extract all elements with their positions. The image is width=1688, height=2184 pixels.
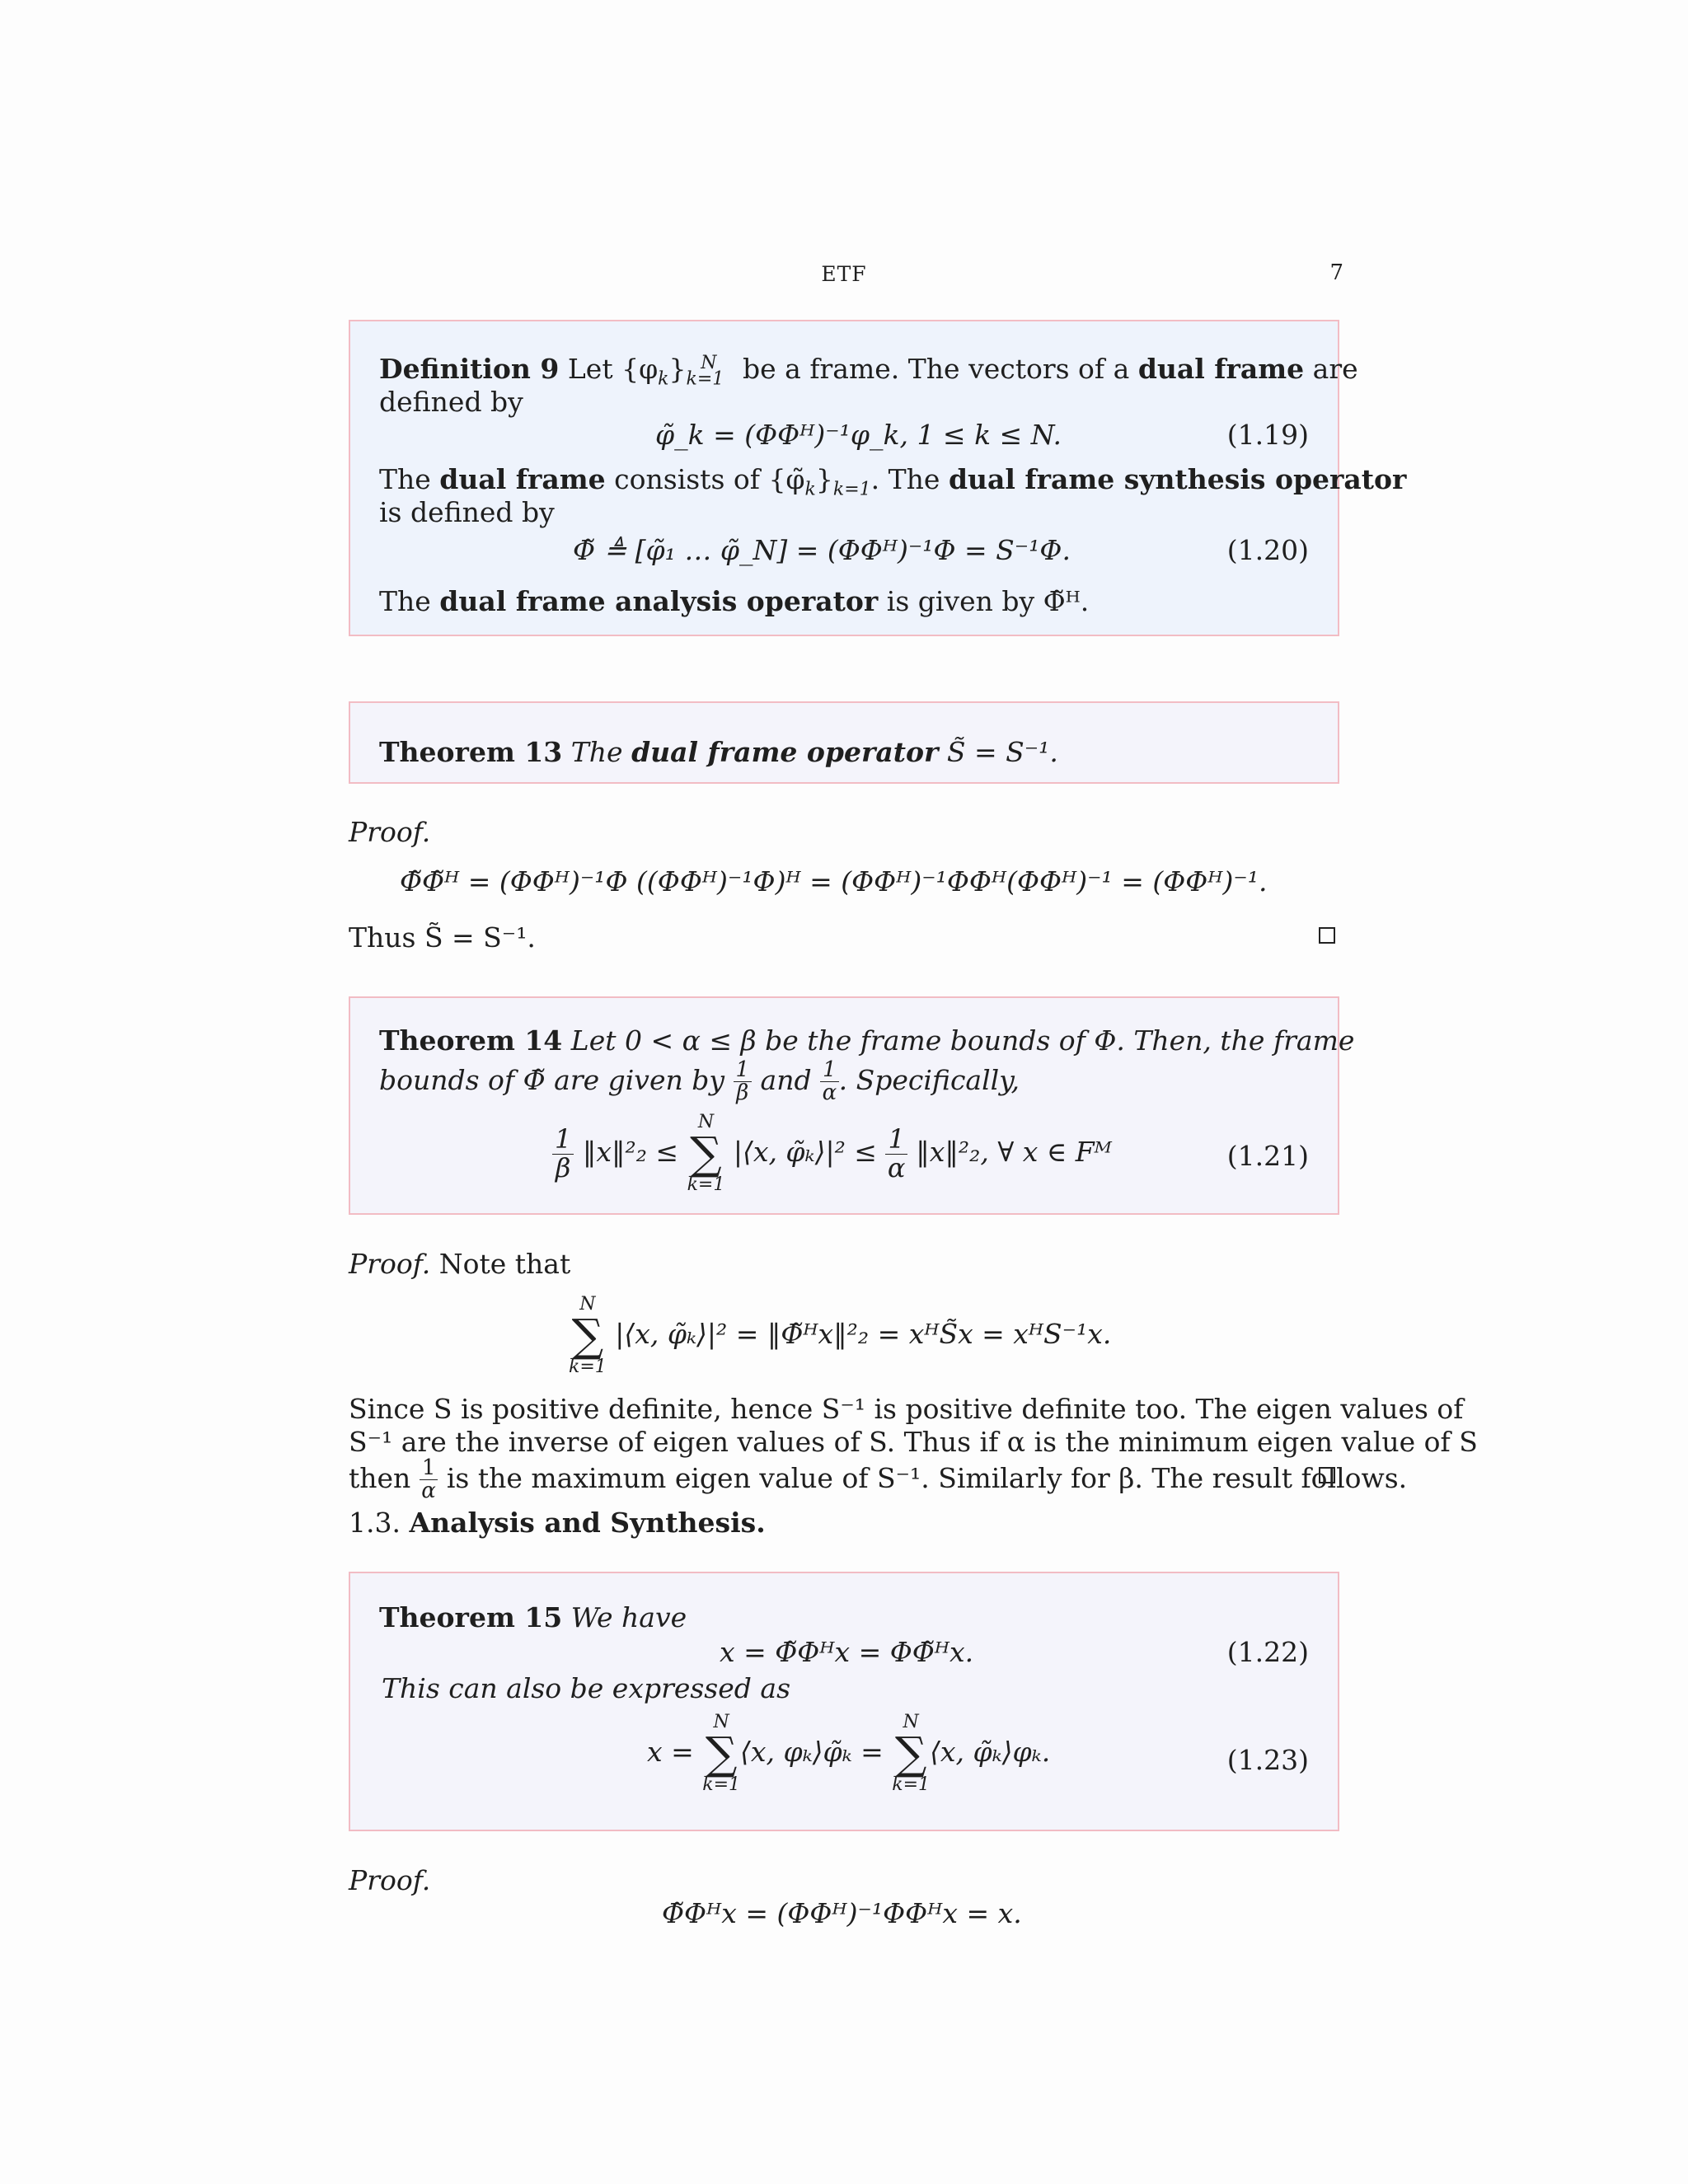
upper-limit: N: [903, 1712, 919, 1732]
numerator: 1: [820, 1059, 839, 1082]
text: ‖x‖²₂, ∀ x ∈ Fᴹ: [916, 1136, 1112, 1168]
proof-label: Proof.: [349, 1248, 431, 1280]
fraction-one-over-beta: [734, 1059, 753, 1105]
text: The: [379, 463, 431, 495]
theorem-15-line2: This can also be expressed as: [382, 1672, 790, 1704]
summation: N ∑ k=1: [687, 1112, 725, 1195]
proof-14-para-line1: Since S is positive definite, hence S⁻¹ is positive definite too. The eigen values of: [349, 1393, 1464, 1425]
upper-limit: N: [579, 1294, 596, 1315]
term: dual frame synthesis operator: [948, 463, 1407, 495]
equation-number: (1.21): [1226, 1140, 1309, 1172]
lower-limit: k=1: [702, 1774, 741, 1795]
text: Note that: [438, 1248, 571, 1280]
text: Let {φ: [567, 353, 659, 385]
fraction-one-over-alpha: [820, 1059, 839, 1105]
numerator: 1: [885, 1126, 907, 1155]
equation-number: (1.23): [1226, 1744, 1309, 1776]
definition-9-box: [349, 320, 1407, 636]
summation: N ∑ k=1: [569, 1294, 607, 1377]
denominator: α: [421, 1479, 436, 1504]
theorem-label: Theorem 15: [379, 1601, 563, 1633]
definition-label: Definition 9: [379, 353, 560, 385]
summation: N ∑ k=1: [892, 1712, 931, 1795]
fraction: [552, 1122, 574, 1183]
theorem-14-line2: [379, 1059, 1020, 1105]
text: are: [1312, 353, 1358, 385]
proof-14-para-line3: [349, 1457, 1407, 1503]
qed-icon: [1319, 927, 1335, 944]
theorem-13-statement: [379, 736, 1058, 769]
text: Let 0 < α ≤ β be the frame bounds of Φ. Then, the frame: [570, 1024, 1355, 1057]
text: |⟨x, φ̃ₖ⟩|² = ‖Φ̃ᴴx‖²₂ = xᴴS̃x = xᴴS⁻¹x.: [615, 1318, 1112, 1350]
numerator: 1: [552, 1126, 574, 1155]
text: The: [379, 585, 431, 617]
text: x =: [647, 1736, 694, 1768]
theorem-15-line1: [379, 1601, 687, 1634]
text: be a frame. The vectors of a: [743, 353, 1130, 385]
text: ⟨x, φₖ⟩φ̃ₖ =: [740, 1736, 884, 1768]
denominator: α: [887, 1151, 906, 1183]
section-heading: [349, 1507, 766, 1540]
theorem-15-box: [349, 1572, 1339, 1831]
text: . The: [870, 463, 940, 495]
definition-9-line2: defined by: [379, 386, 523, 418]
text: ‖x‖²₂ ≤: [582, 1136, 679, 1168]
numerator: 1: [420, 1457, 438, 1480]
term: dual frame: [1137, 353, 1305, 385]
theorem-14-line1: [379, 1024, 1354, 1057]
page-number: 7: [1329, 260, 1343, 285]
theorem-label: Theorem 13: [379, 736, 563, 768]
proof-14-equation: [569, 1296, 1111, 1376]
equation-number: (1.20): [1226, 534, 1309, 566]
text: bounds of Φ̃ are given by: [379, 1063, 724, 1096]
text: S̃ = S⁻¹.: [946, 736, 1058, 768]
term: dual frame: [439, 463, 606, 495]
text: We have: [570, 1601, 687, 1633]
proof-13-conclusion: Thus S̃ = S⁻¹.: [349, 921, 536, 954]
proof-14-intro: [349, 1248, 570, 1281]
proof-13-equation: Φ̃Φ̃ᴴ = (ΦΦᴴ)⁻¹Φ ((ΦΦᴴ)⁻¹Φ)ᴴ = (ΦΦᴴ)⁻¹ΦΦᴴ(ΦΦᴴ)⁻¹ = (ΦΦᴴ)⁻¹.: [400, 865, 1268, 898]
equation-1-19: φ̃_k = (ΦΦᴴ)⁻¹φ_k, 1 ≤ k ≤ N.: [655, 419, 1062, 451]
text: The: [570, 736, 623, 768]
definition-9-line1: Definition 9 Let $\{\varphi_k\}_{k=1}^N$ be a frame. The vectors of a dual frame are: [379, 353, 1358, 390]
text: ⟨x, φ̃ₖ⟩φₖ.: [930, 1736, 1051, 1768]
proof-15-equation: Φ̃Φᴴx = (ΦΦᴴ)⁻¹ΦΦᴴx = x.: [662, 1897, 1022, 1929]
upper-limit: N: [697, 1112, 715, 1132]
denominator: β: [555, 1151, 571, 1183]
definition-9-line5: [379, 585, 1089, 618]
text: and: [760, 1063, 812, 1096]
denominator: β: [736, 1080, 749, 1106]
theorem-13-box: [349, 701, 1339, 784]
summation: N ∑ k=1: [702, 1712, 741, 1795]
equation-1-22: x = Φ̃Φᴴx = ΦΦ̃ᴴx.: [720, 1636, 974, 1668]
term: dual frame analysis operator: [439, 585, 879, 617]
theorem-label: Theorem 14: [379, 1024, 563, 1057]
definition-9-line4: is defined by: [379, 496, 555, 528]
denominator: α: [822, 1080, 837, 1106]
proof-label: Proof.: [349, 1864, 431, 1896]
equation-number: (1.19): [1226, 419, 1309, 451]
fraction-one-over-alpha: [420, 1457, 438, 1503]
equation-1-20: Φ̃ ≜ [φ̃₁ … φ̃_N] = (ΦΦᴴ)⁻¹Φ = S⁻¹Φ.: [573, 534, 1071, 566]
upper-limit: N: [713, 1712, 729, 1732]
text: is given by Φ̃ᴴ.: [886, 585, 1090, 617]
proof-14-para-line2: S⁻¹ are the inverse of eigen values of S. Thus if α is the minimum eigen value of S: [349, 1426, 1478, 1458]
equation-1-23: [647, 1713, 1050, 1794]
lower-limit: k=1: [687, 1174, 725, 1195]
text: . Specifically,: [838, 1063, 1020, 1096]
definition-9-line3: The dual frame consists of $\{\varphĩ_k\}_{k=1}$. The dual frame synthesis operator: [379, 463, 1407, 500]
equation-number: (1.22): [1226, 1636, 1309, 1668]
text: is the maximum eigen value of S⁻¹. Similarly for β. The result follows.: [446, 1461, 1408, 1494]
numerator: 1: [734, 1059, 753, 1082]
lower-limit: k=1: [892, 1774, 931, 1795]
text: then: [349, 1461, 411, 1494]
running-header: ETF: [821, 262, 867, 286]
equation-1-21: [552, 1113, 1112, 1194]
theorem-14-box: [349, 996, 1355, 1215]
section-number: 1.3.: [349, 1507, 401, 1539]
text: consists of {φ̃: [614, 463, 805, 495]
fraction: [885, 1122, 907, 1183]
qed-icon: [1319, 1467, 1335, 1483]
text: |⟨x, φ̃ₖ⟩|² ≤: [733, 1136, 877, 1168]
term: dual frame operator: [631, 736, 939, 768]
lower-limit: k=1: [569, 1357, 607, 1377]
proof-label: Proof.: [349, 816, 431, 848]
section-title: Analysis and Synthesis.: [409, 1507, 766, 1539]
